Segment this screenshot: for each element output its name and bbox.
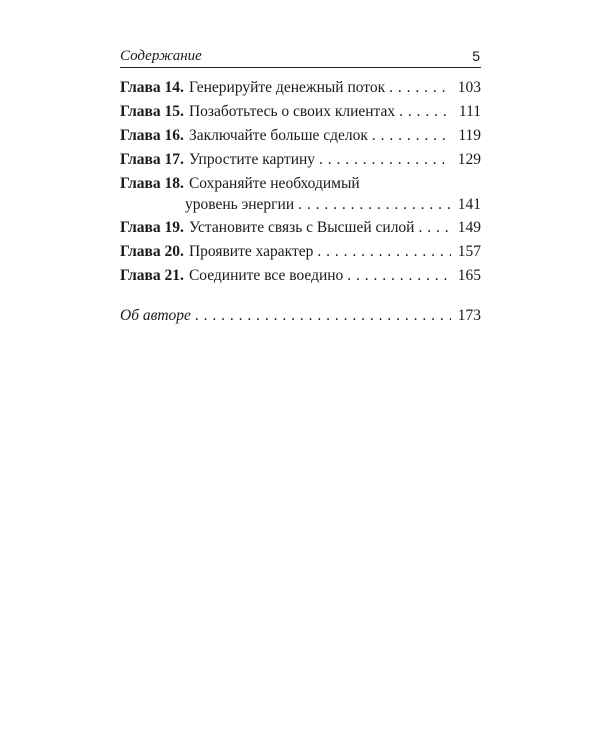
chapter-page-number: 157 xyxy=(457,243,481,260)
about-author-page-number: 173 xyxy=(457,307,481,324)
chapter-label: Глава 17. xyxy=(120,151,184,168)
toc-entry-chapter-14 xyxy=(120,77,481,98)
chapter-page-number: 103 xyxy=(457,79,481,96)
chapter-title-continuation: уровень энергии xyxy=(185,196,295,213)
chapter-page-number: 149 xyxy=(457,219,481,236)
chapter-label: Глава 21. xyxy=(120,267,184,284)
dot-leader xyxy=(317,241,451,262)
chapter-title: Генерируйте денежный поток xyxy=(188,79,386,96)
chapter-title: Позаботьтесь о своих клиентах xyxy=(188,103,396,120)
chapter-label: Глава 19. xyxy=(120,219,184,236)
dot-leader xyxy=(347,265,451,286)
dot-leader xyxy=(389,77,451,98)
chapter-page-number: 141 xyxy=(457,196,481,213)
toc-entry-about-author xyxy=(120,305,481,326)
chapter-title: Проявите характер xyxy=(188,243,314,260)
chapter-label: Глава 16. xyxy=(120,127,184,144)
toc-entry-chapter-21 xyxy=(120,265,481,286)
chapter-page-number: 129 xyxy=(457,151,481,168)
toc-entry-chapter-20 xyxy=(120,241,481,262)
chapter-title: Заключайте больше сделок xyxy=(188,127,368,144)
chapter-page-number: 165 xyxy=(457,267,481,284)
chapter-label: Глава 14. xyxy=(120,79,184,96)
toc-entry-chapter-15 xyxy=(120,101,481,122)
chapter-title: Установите связь с Высшей силой xyxy=(188,219,415,236)
chapter-title: Сохраняйте необходимый xyxy=(188,175,360,192)
chapter-label: Глава 20. xyxy=(120,243,184,260)
toc-entry-chapter-18 xyxy=(120,173,481,215)
running-title: Содержание xyxy=(120,48,202,64)
page-number: 5 xyxy=(472,48,480,64)
dot-leader xyxy=(418,217,451,238)
toc-entry-chapter-19 xyxy=(120,217,481,238)
chapter-title: Упростите картину xyxy=(188,151,316,168)
chapter-label: Глава 15. xyxy=(120,103,184,120)
chapter-title: Соедините все воедино xyxy=(188,267,344,284)
chapter-page-number: 111 xyxy=(458,103,481,120)
dot-leader xyxy=(298,194,451,215)
dot-leader xyxy=(399,101,451,122)
about-author-title: Об авторе xyxy=(120,307,191,324)
running-header xyxy=(120,47,481,68)
dot-leader xyxy=(372,125,451,146)
dot-leader xyxy=(319,149,451,170)
chapter-page-number: 119 xyxy=(458,127,481,144)
toc-entry-chapter-17 xyxy=(120,149,481,170)
toc-entry-chapter-16 xyxy=(120,125,481,146)
dot-leader xyxy=(195,305,451,326)
chapter-label: Глава 18. xyxy=(120,175,184,192)
